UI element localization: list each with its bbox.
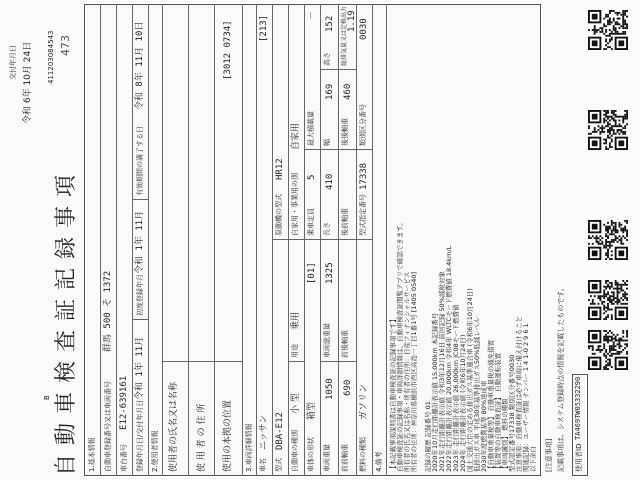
rear-axle-label: 後前軸重	[341, 208, 349, 236]
user-address-label: 使 用 者 の 住 所	[197, 403, 207, 472]
remarks-block	[390, 12, 537, 472]
qr-code-5-icon	[588, 330, 628, 370]
model-label: 型式	[275, 458, 283, 472]
kind-value: 小 型	[291, 393, 301, 414]
remarks-line: 2021年走行距離計表示値 令和3年12月16日 前回記録 50%減税対象	[438, 271, 446, 472]
user-id-label: 使用者ID	[575, 443, 583, 472]
capacity-label: 乗車定員	[307, 208, 315, 236]
first-reg2-value: 令和 1年 11月	[135, 210, 145, 274]
front2-axle-label: 前後軸重	[341, 330, 349, 358]
height-value: 152	[325, 15, 335, 32]
remarks-line: 所有者の住所：神奈川県横浜市西区高島一丁目1番1号 [1405 0540]	[410, 271, 418, 472]
expiry-label: 有効期間の満了する日	[136, 126, 144, 196]
remarks-line: 【装置等の自動車検査証】 自動運転装置	[494, 352, 502, 472]
document-title: 自 動 車 検 査 証 記 録 事 項	[54, 174, 79, 476]
expiry-value: 令和 8年 11月 10日	[135, 21, 145, 110]
issue-date-label: 交付年月日	[9, 45, 17, 80]
private-value: 自家用	[291, 122, 301, 150]
grade-mark: B	[43, 395, 51, 400]
engine-label: 原動機の型式	[275, 194, 283, 236]
maker-code: [213]	[259, 14, 269, 42]
type-number-label: 型式指定番号	[359, 194, 367, 236]
fuel-value: ガソリン	[359, 383, 369, 420]
page-mark: 473	[59, 35, 72, 56]
basic-section-label: 1.基本情報	[88, 437, 96, 472]
fuel-label: 燃料の種類	[359, 437, 367, 472]
height-label: 高さ	[323, 52, 331, 66]
remarks-line: 2022年走行距離計表示値 20,000km 令和4年 WLTCモード燃費値 18.4km/L	[445, 245, 453, 472]
width-label: 幅	[323, 139, 331, 146]
remarks-line: 低排出ガス車 平成30年基準排出ガス50%低減レベル	[473, 317, 481, 472]
remarks-line: 【自動車重量税等】 自動車重量税の減免措置	[487, 339, 495, 472]
private-label: 自家用・事業用の別	[291, 173, 299, 236]
weight-value: 1050	[325, 378, 335, 400]
remarks-line: 2024年 走行距離計表示値 (令和6年10月24日)	[459, 334, 467, 472]
remarks-line: 【車両識別】 燃料の種類	[501, 398, 509, 472]
body-label: 車体の形状	[307, 437, 315, 472]
front-axle-label: 前前軸重	[341, 444, 349, 472]
gross-weight-label: 車両総重量	[323, 323, 331, 358]
maker-value: ニッサン	[259, 414, 269, 450]
remarks-line: 以下余白	[529, 446, 537, 472]
remarks-line: 型式認定番号17338 類別区分番号0030	[508, 354, 516, 472]
remarks-section-label: 4.備考	[375, 451, 383, 472]
remarks-line: 所有者の氏名又は名称・所有者の住所：日産フィナンシャルサービス	[403, 271, 411, 472]
first-reg-label: 登録年月日/交付年月日	[136, 399, 144, 472]
rear2-axle-value: 460	[343, 83, 353, 100]
maker-label: 車名	[259, 458, 267, 472]
vehicle-section-label: 3.車両詳細情報	[245, 423, 253, 472]
qr-code-2-icon	[588, 110, 628, 150]
note-text: 記載事項は、システム登録時点の情報を記載したものです。	[557, 284, 565, 472]
remarks-line: 国土交通大臣の定める排出ガス基準適合車 (令和6年10月24日)	[466, 288, 474, 472]
gross-weight-value: 1325	[325, 262, 335, 284]
note-label: [注意事項]	[545, 438, 553, 472]
remarks-line: 2020年10月走行距離計表示値 15,000km 本記録番号	[431, 312, 439, 472]
body-value: 箱型	[307, 401, 317, 420]
capacity-value: 5	[307, 174, 317, 180]
qr-code-4-icon	[588, 280, 628, 320]
reg-number-label: 自動車登録番号又は車両番号	[104, 381, 112, 472]
use-label: 用途	[291, 344, 299, 358]
remarks-line: 2030年度燃費基準 80%達成車	[480, 380, 488, 472]
remarks-line: 関連記録：ユーザー情報 ナンバー 1 4 1-0 2 9 6 1	[522, 323, 530, 472]
chassis-number-value: E12-639161	[119, 375, 129, 430]
remarks-line: 注意事項：自動車検査証は必ず車両に備え付けること	[515, 316, 523, 472]
qr-code-3-icon	[588, 220, 628, 260]
weight-label: 車両重量	[323, 444, 331, 472]
remarks-line: 記録の履歴 記録番号 01	[424, 401, 432, 472]
rear2-axle-label: 後後軸重	[341, 118, 349, 146]
user-section-label: 2.使用者情報	[151, 430, 159, 472]
remarks-line: 2023年 走行距離計表示値 26,000km JC08モード燃費値	[452, 304, 460, 472]
kind-label: 自動車の種別	[291, 430, 299, 472]
issue-date-value: 令和 6年 10月 24日	[23, 41, 33, 124]
user-name-label: 使用者の氏名又は名称	[169, 381, 179, 472]
base-location-label: 使用の本拠の位置	[223, 399, 233, 472]
length-label: 長さ	[323, 222, 331, 236]
body-code: [01]	[307, 262, 317, 284]
max-load-value: －	[307, 10, 317, 20]
user-id-value: TA469TW05332290	[574, 376, 582, 440]
max-load-label: 最大積載量	[307, 111, 315, 146]
chassis-number-label: 車台番号	[120, 444, 128, 472]
document-number: 411203084543	[47, 30, 55, 84]
reg-number-value: 群馬 500 そ 1372	[103, 270, 113, 352]
first-reg2-label: 初度登録年月	[136, 274, 144, 316]
engine-value: HR12	[275, 158, 285, 180]
base-location-code: [3012 0734]	[223, 20, 233, 80]
first-reg-value: 令和 1年 11月	[135, 336, 145, 400]
use-value: 乗用	[291, 311, 301, 330]
remarks-line: 【本記載事項説明書は自動車検査証の記録事項です】	[389, 316, 397, 472]
model-value: DBA-E12	[275, 412, 285, 450]
displacement-label: 総排気量又は定格出力	[341, 5, 348, 66]
class-number-value: 0030	[359, 18, 369, 40]
qr-code-1-icon	[588, 10, 628, 50]
remarks-line: 自動車検査証の記録事項・車両詳細情報は、自動車検査証閲覧アプリで確認できます。	[396, 219, 404, 472]
class-number-label: 類別区分番号	[359, 104, 367, 146]
width-value: 169	[325, 83, 335, 100]
length-value: 410	[325, 173, 335, 190]
type-number-value: 17338	[359, 162, 369, 190]
displacement-value: 1.19	[347, 10, 357, 32]
front-axle-value: 690	[343, 379, 353, 396]
